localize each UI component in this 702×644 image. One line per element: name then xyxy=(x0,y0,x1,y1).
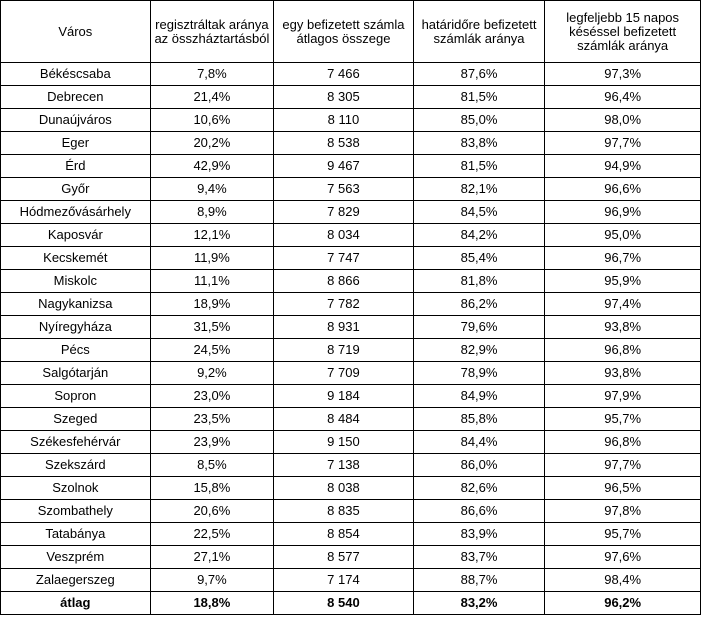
cell-late-15-days-share: 95,0% xyxy=(545,224,701,247)
cell-average-bill-amount: 9 467 xyxy=(274,155,414,178)
cell-city: Szolnok xyxy=(1,477,151,500)
header-city: Város xyxy=(1,1,151,63)
cell-registered-share: 23,9% xyxy=(150,431,274,454)
table-row xyxy=(1,109,701,132)
table-row xyxy=(1,408,701,431)
cell-on-time-share: 85,0% xyxy=(413,109,545,132)
cell-average-bill-amount: 7 709 xyxy=(274,362,414,385)
cell-registered-share: 7,8% xyxy=(150,63,274,86)
cell-average-bill-amount: 8 538 xyxy=(274,132,414,155)
cell-city: Szombathely xyxy=(1,500,151,523)
cell-late-15-days-share: 96,8% xyxy=(545,431,701,454)
table-row xyxy=(1,339,701,362)
cell-average-bill-amount: 8 866 xyxy=(274,270,414,293)
cell-registered-share: 20,6% xyxy=(150,500,274,523)
cell-registered-share: 21,4% xyxy=(150,86,274,109)
table-row xyxy=(1,569,701,592)
cell-late-15-days-share: 96,9% xyxy=(545,201,701,224)
cell-late-15-days-share: 97,3% xyxy=(545,63,701,86)
header-on-time-share: határidőre befizetett számlák aránya xyxy=(413,1,545,63)
table-row xyxy=(1,224,701,247)
cell-city: Debrecen xyxy=(1,86,151,109)
cell-on-time-share: 85,4% xyxy=(413,247,545,270)
cell-late-15-days-share: 95,7% xyxy=(545,523,701,546)
cell-registered-share: 10,6% xyxy=(150,109,274,132)
cell-on-time-share: 84,2% xyxy=(413,224,545,247)
cell-city: Érd xyxy=(1,155,151,178)
cell-registered-share: 11,9% xyxy=(150,247,274,270)
table-row xyxy=(1,431,701,454)
cell-average-bill-amount: 9 150 xyxy=(274,431,414,454)
cell-city: Nyíregyháza xyxy=(1,316,151,339)
cell-late-15-days-share: 94,9% xyxy=(545,155,701,178)
cell-city: Győr xyxy=(1,178,151,201)
cell-on-time-share: 86,6% xyxy=(413,500,545,523)
cell-late-15-days-share: 96,6% xyxy=(545,178,701,201)
cell-city: Miskolc xyxy=(1,270,151,293)
cell-average-bill-amount: 8 034 xyxy=(274,224,414,247)
table-row xyxy=(1,247,701,270)
cell-registered-share: 9,7% xyxy=(150,569,274,592)
cell-on-time-share: 82,6% xyxy=(413,477,545,500)
average-label: átlag xyxy=(1,592,151,615)
cell-late-15-days-share: 97,8% xyxy=(545,500,701,523)
cell-average-bill-amount: 8 931 xyxy=(274,316,414,339)
header-average-bill-amount: egy befizetett számla átlagos összege xyxy=(274,1,414,63)
table-row xyxy=(1,500,701,523)
cell-city: Kaposvár xyxy=(1,224,151,247)
cell-on-time-share: 82,9% xyxy=(413,339,545,362)
cell-on-time-share: 84,9% xyxy=(413,385,545,408)
average-average-bill-amount: 8 540 xyxy=(274,592,414,615)
cell-on-time-share: 84,4% xyxy=(413,431,545,454)
cell-city: Székesfehérvár xyxy=(1,431,151,454)
cell-on-time-share: 83,8% xyxy=(413,132,545,155)
cell-registered-share: 23,5% xyxy=(150,408,274,431)
cell-city: Veszprém xyxy=(1,546,151,569)
header-registered-share: regisztráltak aránya az összháztartásból xyxy=(150,1,274,63)
cell-on-time-share: 78,9% xyxy=(413,362,545,385)
cell-on-time-share: 86,0% xyxy=(413,454,545,477)
table-row xyxy=(1,86,701,109)
table-row xyxy=(1,63,701,86)
average-row xyxy=(1,592,701,615)
cell-registered-share: 24,5% xyxy=(150,339,274,362)
cell-on-time-share: 86,2% xyxy=(413,293,545,316)
cell-late-15-days-share: 97,7% xyxy=(545,132,701,155)
table-row xyxy=(1,454,701,477)
cell-on-time-share: 84,5% xyxy=(413,201,545,224)
cell-average-bill-amount: 7 466 xyxy=(274,63,414,86)
cell-city: Nagykanizsa xyxy=(1,293,151,316)
cell-late-15-days-share: 97,7% xyxy=(545,454,701,477)
table-row xyxy=(1,477,701,500)
cell-city: Salgótarján xyxy=(1,362,151,385)
cell-city: Zalaegerszeg xyxy=(1,569,151,592)
cell-average-bill-amount: 7 174 xyxy=(274,569,414,592)
cell-average-bill-amount: 9 184 xyxy=(274,385,414,408)
cell-registered-share: 18,9% xyxy=(150,293,274,316)
cell-registered-share: 27,1% xyxy=(150,546,274,569)
cell-registered-share: 23,0% xyxy=(150,385,274,408)
cell-late-15-days-share: 96,8% xyxy=(545,339,701,362)
cell-late-15-days-share: 96,4% xyxy=(545,86,701,109)
average-on-time-share: 83,2% xyxy=(413,592,545,615)
cell-on-time-share: 83,7% xyxy=(413,546,545,569)
cell-average-bill-amount: 7 782 xyxy=(274,293,414,316)
average-registered-share: 18,8% xyxy=(150,592,274,615)
cell-on-time-share: 85,8% xyxy=(413,408,545,431)
table-row xyxy=(1,270,701,293)
cell-average-bill-amount: 8 854 xyxy=(274,523,414,546)
table-row xyxy=(1,132,701,155)
cell-city: Pécs xyxy=(1,339,151,362)
cell-on-time-share: 87,6% xyxy=(413,63,545,86)
table-row xyxy=(1,362,701,385)
table-row xyxy=(1,178,701,201)
cell-average-bill-amount: 8 305 xyxy=(274,86,414,109)
cell-late-15-days-share: 96,7% xyxy=(545,247,701,270)
average-late-15-days-share: 96,2% xyxy=(545,592,701,615)
header-late-15-days-share: legfeljebb 15 napos késéssel befizetett számlák aránya xyxy=(545,1,701,63)
cell-late-15-days-share: 98,0% xyxy=(545,109,701,132)
cell-registered-share: 22,5% xyxy=(150,523,274,546)
cell-city: Sopron xyxy=(1,385,151,408)
cell-on-time-share: 82,1% xyxy=(413,178,545,201)
cell-late-15-days-share: 97,6% xyxy=(545,546,701,569)
cell-registered-share: 31,5% xyxy=(150,316,274,339)
cell-average-bill-amount: 7 829 xyxy=(274,201,414,224)
table-row xyxy=(1,155,701,178)
cell-late-15-days-share: 97,9% xyxy=(545,385,701,408)
cell-average-bill-amount: 8 484 xyxy=(274,408,414,431)
cell-on-time-share: 81,8% xyxy=(413,270,545,293)
cell-average-bill-amount: 8 110 xyxy=(274,109,414,132)
cell-on-time-share: 83,9% xyxy=(413,523,545,546)
cell-late-15-days-share: 96,5% xyxy=(545,477,701,500)
cell-late-15-days-share: 93,8% xyxy=(545,316,701,339)
cell-city: Szekszárd xyxy=(1,454,151,477)
cell-city: Eger xyxy=(1,132,151,155)
table-row xyxy=(1,201,701,224)
cell-average-bill-amount: 8 719 xyxy=(274,339,414,362)
cell-city: Békéscsaba xyxy=(1,63,151,86)
cell-registered-share: 11,1% xyxy=(150,270,274,293)
cell-late-15-days-share: 95,7% xyxy=(545,408,701,431)
header-row xyxy=(1,1,701,63)
table-row xyxy=(1,523,701,546)
cell-city: Kecskemét xyxy=(1,247,151,270)
cell-average-bill-amount: 7 138 xyxy=(274,454,414,477)
cell-late-15-days-share: 98,4% xyxy=(545,569,701,592)
cell-average-bill-amount: 7 563 xyxy=(274,178,414,201)
cell-city: Szeged xyxy=(1,408,151,431)
cell-registered-share: 12,1% xyxy=(150,224,274,247)
cell-average-bill-amount: 8 038 xyxy=(274,477,414,500)
table-row xyxy=(1,385,701,408)
cell-registered-share: 42,9% xyxy=(150,155,274,178)
cell-late-15-days-share: 95,9% xyxy=(545,270,701,293)
cell-registered-share: 20,2% xyxy=(150,132,274,155)
cell-city: Hódmezővásárhely xyxy=(1,201,151,224)
cell-late-15-days-share: 97,4% xyxy=(545,293,701,316)
cell-registered-share: 9,2% xyxy=(150,362,274,385)
table-header xyxy=(1,1,701,63)
cell-city: Tatabánya xyxy=(1,523,151,546)
table-body xyxy=(1,63,701,615)
cell-on-time-share: 79,6% xyxy=(413,316,545,339)
cell-average-bill-amount: 7 747 xyxy=(274,247,414,270)
cell-registered-share: 15,8% xyxy=(150,477,274,500)
cell-registered-share: 8,5% xyxy=(150,454,274,477)
cell-average-bill-amount: 8 577 xyxy=(274,546,414,569)
cell-on-time-share: 88,7% xyxy=(413,569,545,592)
cell-on-time-share: 81,5% xyxy=(413,86,545,109)
table-row xyxy=(1,546,701,569)
cell-late-15-days-share: 93,8% xyxy=(545,362,701,385)
cell-city: Dunaújváros xyxy=(1,109,151,132)
table-row xyxy=(1,316,701,339)
cell-registered-share: 8,9% xyxy=(150,201,274,224)
cell-on-time-share: 81,5% xyxy=(413,155,545,178)
cell-average-bill-amount: 8 835 xyxy=(274,500,414,523)
table-row xyxy=(1,293,701,316)
cell-registered-share: 9,4% xyxy=(150,178,274,201)
